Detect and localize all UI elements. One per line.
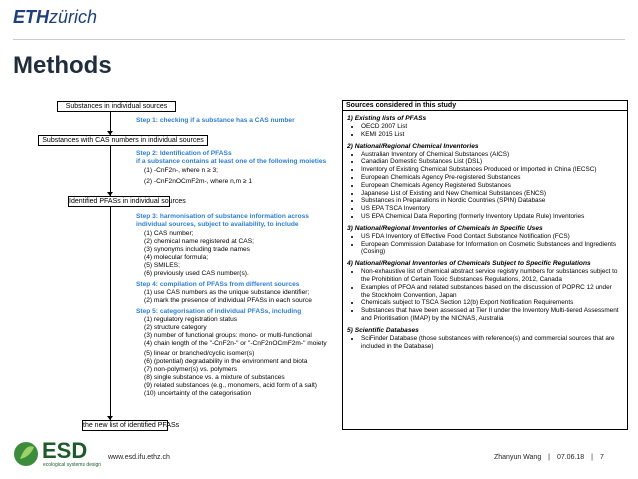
list-item: • European Chemicals Agency Registered Substances: [361, 182, 621, 190]
step-4-title: Step 4: compilation of PFASs from different sources: [136, 281, 300, 288]
list-item: • European Commission Database for Information on Cosmetic Substances and Ingredients (Cosing): [361, 241, 621, 257]
step-5-item: (3) number of functional groups: mono- or multi-functional: [144, 332, 312, 339]
step-4-item: (1) use CAS numbers as the unique substance identifier;: [144, 289, 310, 296]
sources-list: [343, 268, 627, 323]
eth-zurich-logo: ETHzürich: [13, 7, 98, 27]
sources-section-title: 5) Scientific Databases: [347, 326, 419, 334]
list-item: • Substances in Preparations in Nordic Countries (SPIN) Database: [361, 197, 621, 205]
list-item: • Substances that have been assessed at Tier II under the Inventory Multi-tiered Assessment and Prioritisation (IMAP) by the NICNAS, Australia: [361, 307, 621, 323]
step-5-item: (9) related substances (e.g., monomers, acid form of a salt): [144, 382, 317, 389]
footer-author: Zhanyun Wang: [494, 454, 542, 461]
step-5-item: (6) (potential) degradability in the environment and biota: [144, 358, 308, 365]
list-item: • Chemicals subject to TSCA Section 12(b) Export Notification Requirements: [361, 299, 621, 307]
flow-box-new-list: the new list of identified PFASs: [83, 422, 180, 429]
footer-meta: Zhanyun Wang | 07.06.18 | 7: [494, 454, 604, 461]
step-1-label: Step 1: checking if a substance has a CAS number: [136, 117, 295, 124]
flow-box-substances: Substances in individual sources: [57, 101, 176, 112]
list-item: • Non-exhaustive list of chemical abstract service registry numbers for substances subject to the Prohibition of Certain Toxic Substances Regulations, 2012, Canada: [361, 268, 621, 284]
step-5-item: (10) uncertainty of the categorisation: [144, 390, 252, 397]
step-5-item: (5) linear or branched/cyclic isomer(s): [144, 350, 255, 357]
step-3-item: (6) previously used CAS number(s).: [144, 270, 249, 277]
step-5-item: (7) non-polymer(s) vs. polymers: [144, 366, 238, 373]
esd-logo-subtitle: ecological systems design: [43, 462, 102, 468]
page-number: 7: [599, 454, 604, 461]
step-5-item: (4) chain length of the "-CnF2n-" or "-CnF2nOCmF2m-" moiety: [144, 340, 327, 347]
step-3-item: (5) SMILES;: [144, 262, 180, 269]
esd-leaf-icon: [12, 439, 40, 469]
sources-section-title: 3) National/Regional Inventories of Chemicals in Specific Uses: [347, 224, 543, 232]
flow-connector-line: [110, 112, 111, 422]
sources-list: [343, 123, 627, 139]
list-item: • US EPA Chemical Data Reporting (formerly Inventory Update Rule) Inventories: [361, 213, 621, 221]
step-5-title: Step 5: categorisation of individual PFASs, including: [136, 308, 302, 315]
list-item: • US FDA Inventory of Effective Food Contact Substance Notification (FCS): [361, 233, 621, 241]
step-2-item: (2) -CnF2nOCmF2m-, where n,m ≥ 1: [144, 178, 253, 185]
sources-section-title: 4) National/Regional Inventories of Chemicals Subject to Specific Regulations: [347, 260, 591, 268]
step-2-item: (1) -CnF2n-, where n ≥ 3;: [144, 167, 218, 174]
step-3-item: (4) molecular formula;: [144, 254, 209, 261]
step-4-item: (2) mark the presence of individual PFASs in each source: [144, 297, 312, 304]
list-item: • European Chemicals Agency Pre-registered Substances: [361, 174, 621, 182]
sources-section-title: 1) Existing lists of PFASs: [347, 115, 427, 122]
step-5-item: (8) single substance vs. a mixture of substances: [144, 374, 285, 381]
list-item: • Canadian Domestic Substances List (DSL): [361, 158, 621, 166]
list-item: • Japanese List of Existing and New Chemical Substances (ENCS): [361, 190, 621, 198]
list-item: • Examples of PFOA and related substances based on the discussion of POPRC 12 under the Stockholm Convention, Japan: [361, 284, 621, 300]
flow-box-identified-pfass: Identified PFASs in individual sources: [69, 198, 186, 205]
sources-list: [343, 233, 627, 256]
step-3-title-line2: individual sources, subject to availability, to include: [136, 221, 299, 228]
slide-header: [0, 0, 638, 44]
list-item: • Inventory of Existing Chemical Substances Produced or Imported in China (IECSC): [361, 166, 621, 174]
list-item: • OECD 2007 List: [361, 123, 621, 131]
sources-section-title: 2) National/Regional Chemical Inventories: [347, 142, 479, 150]
sources-heading: Sources considered in this study: [343, 101, 627, 111]
step-2-title-line1: Step 2: Identification of PFASs: [136, 150, 232, 157]
list-item: • US EPA TSCA Inventory: [361, 205, 621, 213]
sources-list: [343, 335, 627, 351]
step-3-item: (3) synonyms including trade names: [144, 246, 250, 253]
flow-box-cas-substances: Substances with CAS numbers in individual sources: [38, 135, 208, 146]
footer-date: 07.06.18: [556, 454, 585, 461]
slide-title: Methods: [13, 52, 112, 79]
step-5-item: (2) structure category: [144, 324, 207, 331]
list-item: • Australian Inventory of Chemical Substances (AICS): [361, 151, 621, 159]
list-item: • SciFinder Database (those substances with reference(s) and commercial sources that are included in the Database): [361, 335, 621, 351]
footer-url: www.esd.ifu.ethz.ch: [108, 454, 170, 461]
step-3-item: (2) chemical name registered at CAS;: [144, 238, 254, 245]
sources-panel: [342, 100, 628, 430]
step-5-item: (1) regulatory registration status: [144, 316, 238, 323]
header-divider: [13, 39, 625, 40]
step-2-title-line2: if a substance contains at least one of the following moieties: [136, 158, 327, 165]
list-item: • KEMI 2015 List: [361, 131, 621, 139]
sources-list: [343, 151, 627, 221]
step-3-item: (1) CAS number;: [144, 230, 194, 237]
esd-logo: ESD: [42, 438, 88, 463]
step-3-title-line1: Step 3: harmonisation of substance information across: [136, 213, 309, 220]
